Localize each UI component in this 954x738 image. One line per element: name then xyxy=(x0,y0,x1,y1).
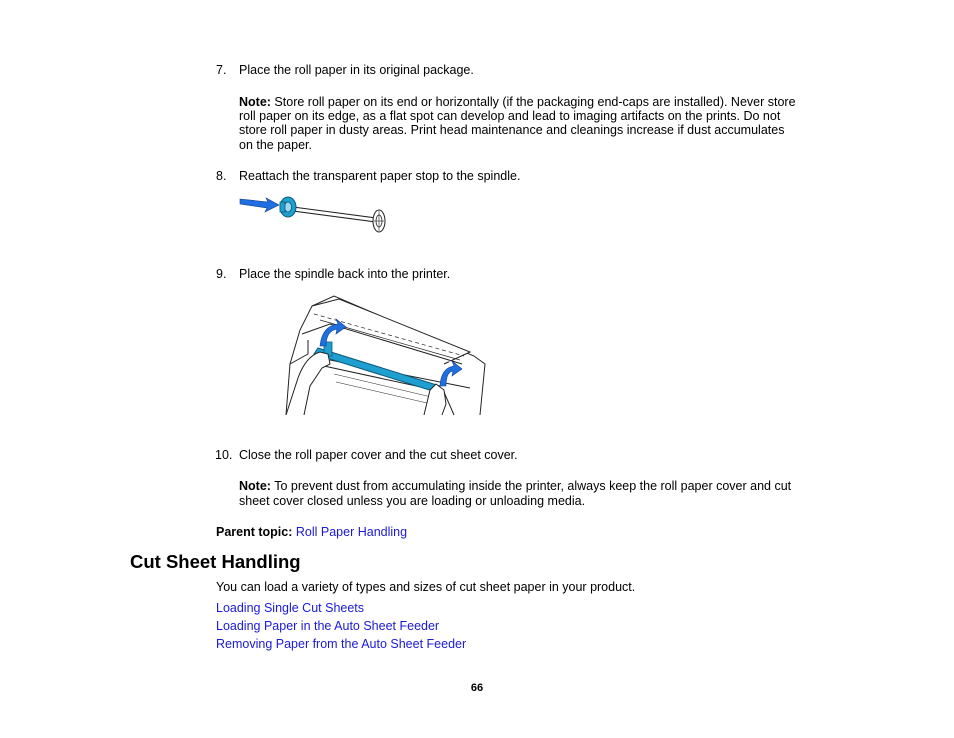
spindle-end-flange-icon xyxy=(373,210,385,232)
section-heading: Cut Sheet Handling xyxy=(130,551,301,572)
step-9-number: 9. xyxy=(216,267,227,281)
step-7-number: 7. xyxy=(216,63,227,77)
note-2-label: Note: xyxy=(239,479,271,493)
blue-arrow-icon xyxy=(240,198,279,212)
section-intro: You can load a variety of types and sizes of cut sheet paper in your product. xyxy=(216,580,636,594)
link-loading-single-cut-sheets[interactable]: Loading Single Cut Sheets xyxy=(216,601,365,615)
note-2-line-1: To prevent dust from accumulating inside the printer, always keep the roll paper cover and cut xyxy=(270,479,792,493)
parent-topic-link[interactable]: Roll Paper Handling xyxy=(295,525,408,539)
spindle-illustration xyxy=(238,192,390,236)
step-7-text: Place the roll paper in its original package. xyxy=(239,63,474,77)
note-1-label: Note: xyxy=(239,95,271,109)
note-2 xyxy=(239,479,791,494)
note-2-line-2: sheet cover closed unless you are loading or unloading media. xyxy=(239,494,586,508)
step-10-number: 10. xyxy=(215,448,233,462)
link-loading-paper-auto-sheet-feeder[interactable]: Loading Paper in the Auto Sheet Feeder xyxy=(216,619,440,633)
link-removing-paper-auto-sheet-feeder[interactable]: Removing Paper from the Auto Sheet Feeder xyxy=(216,637,467,651)
note-1 xyxy=(239,95,796,110)
note-1-line-3: store roll paper in dusty areas. Print head maintenance and cleanings increase if dust accumulates xyxy=(239,123,785,137)
page-number: 66 xyxy=(470,682,484,694)
step-9-text: Place the spindle back into the printer. xyxy=(239,267,451,281)
step-10-text: Close the roll paper cover and the cut sheet cover. xyxy=(239,448,518,462)
spindle-shaft xyxy=(293,207,376,222)
paper-stop-icon xyxy=(280,197,296,217)
parent-topic xyxy=(216,525,407,540)
printer-spindle-illustration xyxy=(284,294,486,416)
step-8-number: 8. xyxy=(216,169,227,183)
note-1-line-4: on the paper. xyxy=(239,138,312,152)
parent-topic-label: Parent topic: xyxy=(216,525,293,539)
step-8-text: Reattach the transparent paper stop to the spindle. xyxy=(239,169,521,183)
note-1-line-2: roll paper on its edge, as a flat spot can develop and lead to imaging artifacts on the prints. Do not xyxy=(239,109,781,123)
note-1-line-1: Store roll paper on its end or horizontally (if the packaging end-caps are installed). Never store xyxy=(270,95,796,109)
